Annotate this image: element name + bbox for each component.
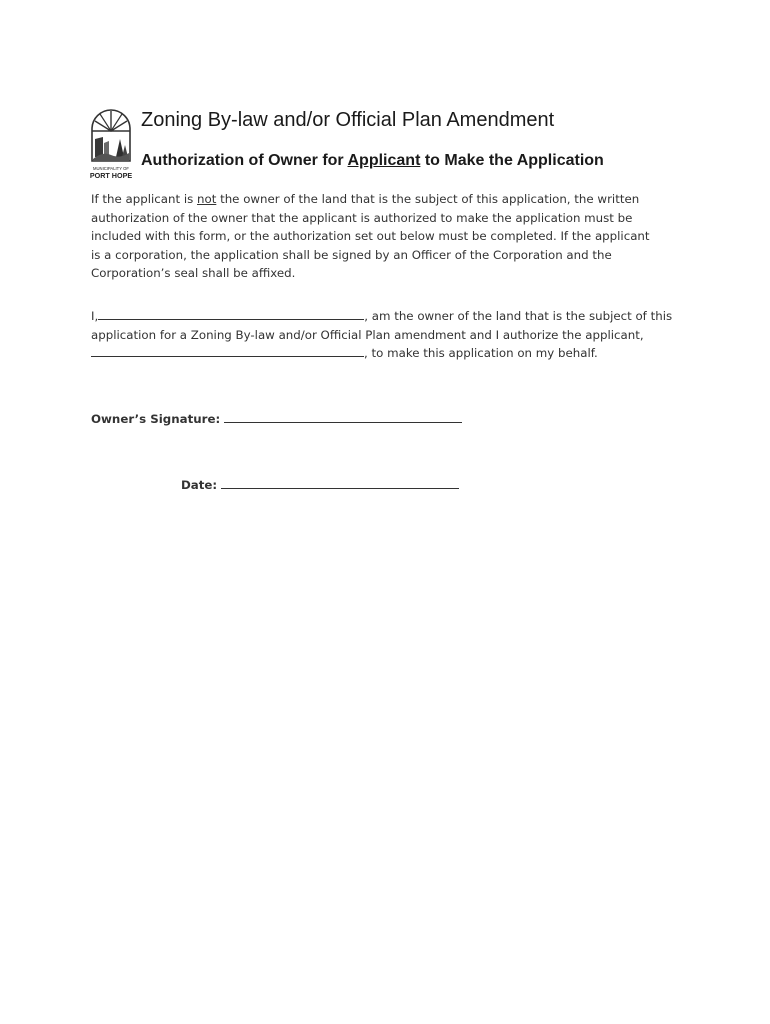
form-title: Zoning By-law and/or Official Plan Amendment	[141, 109, 555, 131]
owner-signature-label: Owner’s Signature:	[91, 412, 221, 426]
intro-line-3: included with this form, or the authorization set out below must be completed. If the applicant	[91, 229, 650, 244]
subtitle-underlined-word: Applicant	[347, 152, 421, 169]
svg-text:PORT HOPE: PORT HOPE	[89, 171, 133, 180]
svg-text:MUNICIPALITY OF: MUNICIPALITY OF	[93, 166, 129, 171]
port-hope-crest-icon	[89, 107, 133, 183]
authorization-paragraph	[91, 307, 691, 363]
owner-signature-field[interactable]	[224, 410, 462, 423]
intro-paragraph	[91, 190, 691, 283]
auth-line-1: I, , am the owner of the land that is the subject of this	[91, 309, 673, 323]
intro-not-emphasis: not	[197, 192, 217, 206]
owner-signature-row	[91, 410, 462, 426]
owner-name-field[interactable]	[98, 307, 364, 320]
intro-line-1: If the applicant is not the owner of the land that is the subject of this application, the written	[91, 192, 640, 206]
intro-line-4: is a corporation, the application shall be signed by an Officer of the Corporation and the	[91, 247, 612, 262]
date-label: Date:	[181, 478, 218, 492]
subtitle-suffix: to Make the Application	[420, 152, 604, 169]
subtitle-prefix: Authorization of Owner for	[141, 152, 348, 169]
form-subtitle	[141, 152, 604, 170]
applicant-name-field[interactable]	[91, 344, 364, 357]
intro-line-2: authorization of the owner that the applicant is authorized to make the application must be	[91, 210, 633, 225]
auth-line-3: , to make this application on my behalf.	[91, 344, 691, 363]
auth-line-2: application for a Zoning By-law and/or Official Plan amendment and I authorize the applicant,	[91, 327, 644, 342]
date-row	[181, 476, 459, 492]
date-field[interactable]	[221, 476, 459, 489]
intro-line-5: Corporation’s seal shall be affixed.	[91, 266, 296, 281]
municipality-logo	[89, 107, 133, 183]
